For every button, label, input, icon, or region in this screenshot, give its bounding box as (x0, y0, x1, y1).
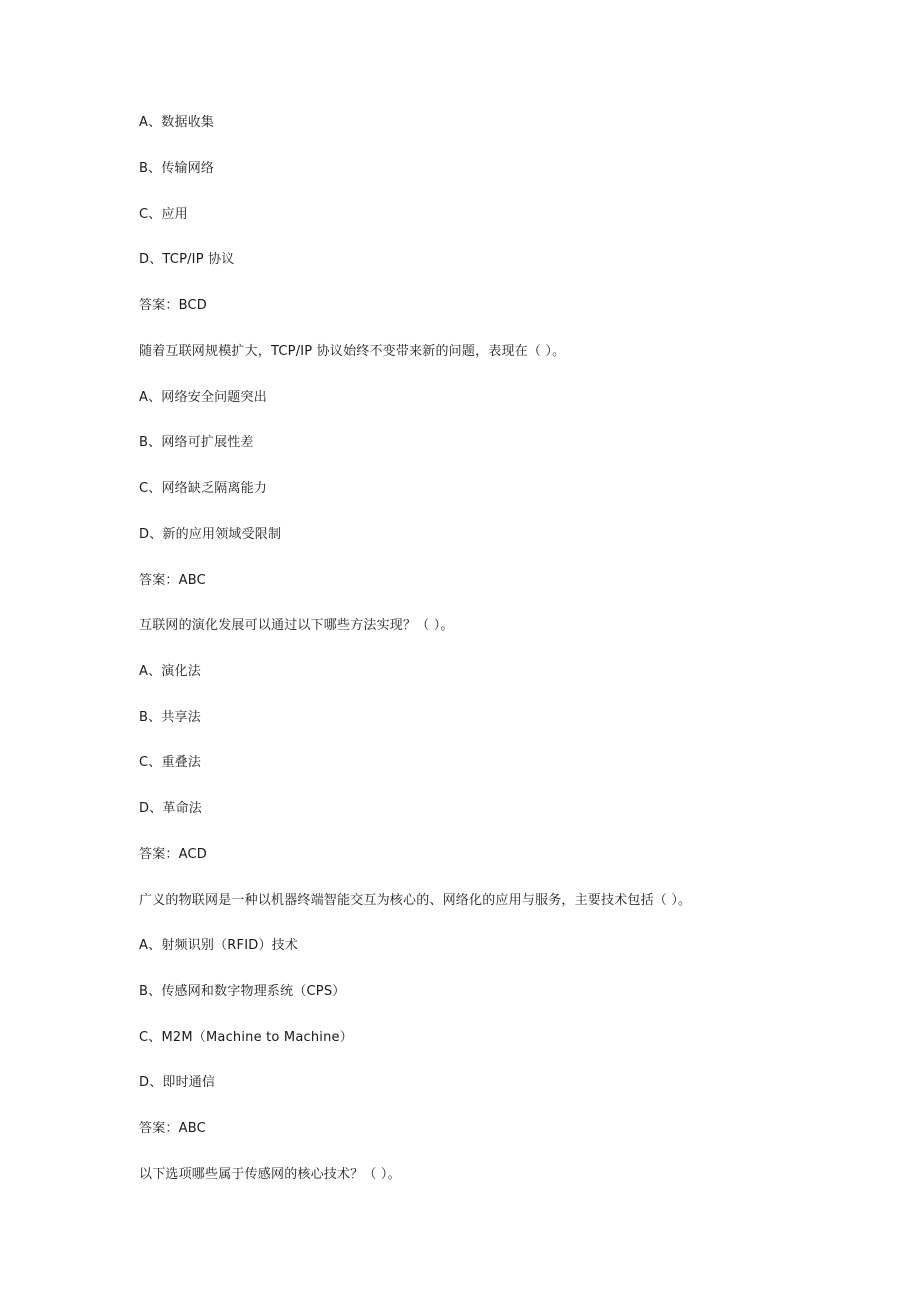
option-c: C、网络缺乏隔离能力 (139, 481, 268, 496)
option-a: A、射频识别（RFID）技术 (139, 938, 299, 953)
option-a: A、网络安全问题突出 (139, 390, 267, 405)
option-b: B、传输网络 (139, 161, 215, 176)
option-c: C、M2M（Machine to Machine） (139, 1030, 353, 1045)
question: 随着互联网规模扩大，TCP/IP 协议始终不变带来新的问题，表现在（ ）。 (139, 344, 566, 359)
answer: 答案：ABC (139, 573, 206, 588)
answer: 答案：ACD (139, 847, 207, 862)
answer: 答案：ABC (139, 1121, 206, 1136)
answer: 答案：BCD (139, 298, 207, 313)
option-d: D、革命法 (139, 801, 203, 816)
option-d: D、新的应用领域受限制 (139, 527, 282, 542)
option-b: B、共享法 (139, 710, 201, 725)
option-b: B、网络可扩展性差 (139, 435, 254, 450)
question: 以下选项哪些属于传感网的核心技术？（ ）。 (139, 1167, 401, 1182)
option-d: D、即时通信 (139, 1075, 216, 1090)
option-c: C、应用 (139, 207, 188, 222)
question: 互联网的演化发展可以通过以下哪些方法实现？（ ）。 (139, 618, 454, 633)
option-a: A、数据收集 (139, 115, 215, 130)
option-c: C、重叠法 (139, 755, 202, 770)
option-b: B、传感网和数字物理系统（CPS） (139, 984, 346, 999)
option-a: A、演化法 (139, 664, 201, 679)
question: 广义的物联网是一种以机器终端智能交互为核心的、网络化的应用与服务，主要技术包括（ ）。 (139, 893, 692, 908)
option-d: D、TCP/IP 协议 (139, 252, 235, 267)
